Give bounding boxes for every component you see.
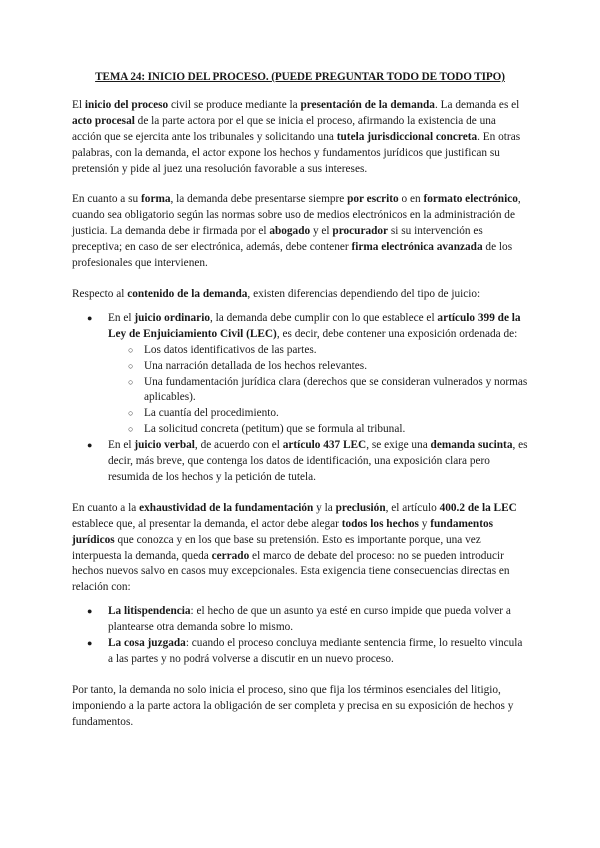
bold-text: forma	[141, 193, 171, 206]
bold-text: presentación de la demanda	[300, 98, 435, 111]
text-run: , existen diferencias dependiendo del tipo de juicio:	[247, 287, 481, 300]
bold-text: exhaustividad de la fundamentación	[139, 501, 314, 514]
sub-list-item: ○ La cuantía del procedimiento.	[108, 406, 528, 422]
sub-list-item: ○ Los datos identificativos de las partes.	[108, 343, 528, 359]
bold-text: preclusión	[335, 501, 386, 514]
text-run: , de acuerdo con el	[194, 439, 283, 452]
text-run: . La demanda es el	[434, 98, 520, 111]
text-run: , cuando sea obligatorio según las normas sobre uso de medios electrónicos en la administración de justicia. La demanda debe ir firmada por el	[72, 193, 521, 238]
paragraph-intro	[72, 98, 528, 178]
text-run: y la	[313, 501, 336, 514]
bold-text: cerrado	[211, 549, 250, 562]
bold-text: por escrito	[347, 193, 399, 206]
text-run: En cuanto a su	[72, 193, 142, 206]
consecuencias-list	[72, 604, 528, 668]
text-run: El	[72, 98, 85, 111]
paragraph-preclusion	[72, 501, 528, 596]
text-run: : cuando el proceso concluya mediante sentencia firme, lo resuelto vincula a las partes y no podrá volverse a discutir en un nuevo proceso.	[108, 637, 523, 665]
bold-text: abogado	[269, 225, 311, 238]
text-run: establece que, al presentar la demanda, el actor debe alegar	[72, 517, 342, 530]
bold-text: procurador	[332, 225, 389, 238]
text-run: . En otras palabras, con la demanda, el actor expone los hechos y fundamentos jurídicos que justifican su pretensión y pide al juez una resolución favorable a sus intereses.	[72, 130, 521, 175]
list-item-litispendencia	[72, 604, 528, 636]
list-item-juicio-ordinario	[72, 311, 528, 438]
paragraph-forma	[72, 192, 528, 272]
text-run: : el hecho de que un asunto ya esté en curso impide que pueda volver a plantearse otra demanda sobre lo mismo.	[108, 605, 511, 634]
text-run: , es decir, más breve, que contenga los datos de identificación, una exposición clara pero resumida de los hechos y la petición de tutela.	[108, 439, 528, 483]
paragraph-contenido	[72, 287, 528, 303]
text-run: En el	[108, 439, 135, 452]
list-item-text	[108, 439, 528, 483]
bold-text: juicio ordinario	[134, 311, 210, 324]
bold-text: La cosa juzgada	[108, 637, 186, 650]
bold-text: tutela jurisdiccional concreta	[336, 130, 478, 143]
requisitos-list	[108, 343, 528, 438]
bold-text: demanda sucinta	[430, 439, 513, 452]
juicio-list	[72, 311, 528, 486]
bold-text: La litispendencia	[108, 605, 191, 618]
text-run: civil se produce mediante la	[168, 98, 301, 111]
bold-text: inicio del proceso	[84, 98, 169, 111]
bold-text: 400.2 de la LEC	[439, 501, 517, 514]
page-title: TEMA 24: INICIO DEL PROCESO. (PUEDE PREGUNTAR TODO DE TODO TIPO)	[95, 71, 505, 83]
text-run: y	[418, 517, 431, 530]
list-item-text	[108, 312, 521, 340]
bold-text: contenido de la demanda	[127, 287, 248, 300]
list-item-text	[108, 605, 511, 633]
text-run: Respecto al	[72, 287, 128, 300]
bold-text: todos los hechos	[341, 517, 419, 530]
text-run: , el artículo	[385, 501, 440, 514]
bold-text: fundamentos jurídicos	[72, 517, 494, 546]
text-run: de la parte actora por el que se inicia el proceso, afirmando la existencia de una acción que se ejercita ante los tribunales y solicitando una	[72, 114, 496, 143]
sub-list-item: ○ La solicitud concreta (petitum) que se formula al tribunal.	[108, 422, 528, 438]
text-run: En el	[108, 311, 135, 324]
text-run: si su intervención es preceptiva; en caso de ser electrónica, además, debe contener	[72, 225, 483, 254]
text-run: y el	[310, 225, 333, 238]
text-run: , la demanda debe presentarse siempre	[170, 193, 348, 206]
text-run: o en	[398, 193, 424, 206]
text-run: , es decir, debe contener una exposición ordenada de:	[276, 327, 518, 340]
paragraph-conclusion	[72, 683, 528, 731]
bold-text: artículo 399 de la Ley de Enjuiciamiento Civil (LEC)	[108, 311, 521, 340]
text-run: de los profesionales que intervienen.	[72, 241, 513, 270]
text-run: , se exige una	[366, 439, 431, 452]
list-item-juicio-verbal	[72, 438, 528, 486]
list-item-cosa-juzgada	[72, 636, 528, 668]
list-item-text	[108, 637, 522, 665]
text-run: que conozca y en los que base su pretensión. Esto es importante porque, una vez interpuesta la demanda, queda	[72, 533, 481, 562]
bold-text: formato electrónico	[423, 193, 518, 206]
bold-text: artículo 437 LEC	[282, 439, 367, 452]
sub-list-item: ○ Una narración detallada de los hechos relevantes.	[108, 359, 528, 375]
text-run: En cuanto a la	[72, 501, 140, 514]
bold-text: juicio verbal	[134, 439, 195, 452]
sub-list-item: ○ Una fundamentación jurídica clara (derechos que se consideran vulnerados y normas aplicables).	[108, 375, 528, 407]
bold-text: acto procesal	[72, 114, 135, 127]
text-run: Por tanto, la demanda no solo inicia el proceso, sino que fija los términos esenciales del litigio, imponiendo a la parte actora la obligación de ser completa y precisa en su exposición de hechos y fundamentos.	[72, 683, 514, 728]
bold-text: firma electrónica avanzada	[351, 241, 483, 254]
text-run: , la demanda debe cumplir con lo que establece el	[210, 311, 438, 324]
text-run: el marco de debate del proceso: no se pueden introducir hechos nuevos salvo en casos muy excepcionales. Esta exigencia tiene consecuencias directas en relación con:	[72, 549, 510, 594]
document-page	[72, 70, 528, 746]
